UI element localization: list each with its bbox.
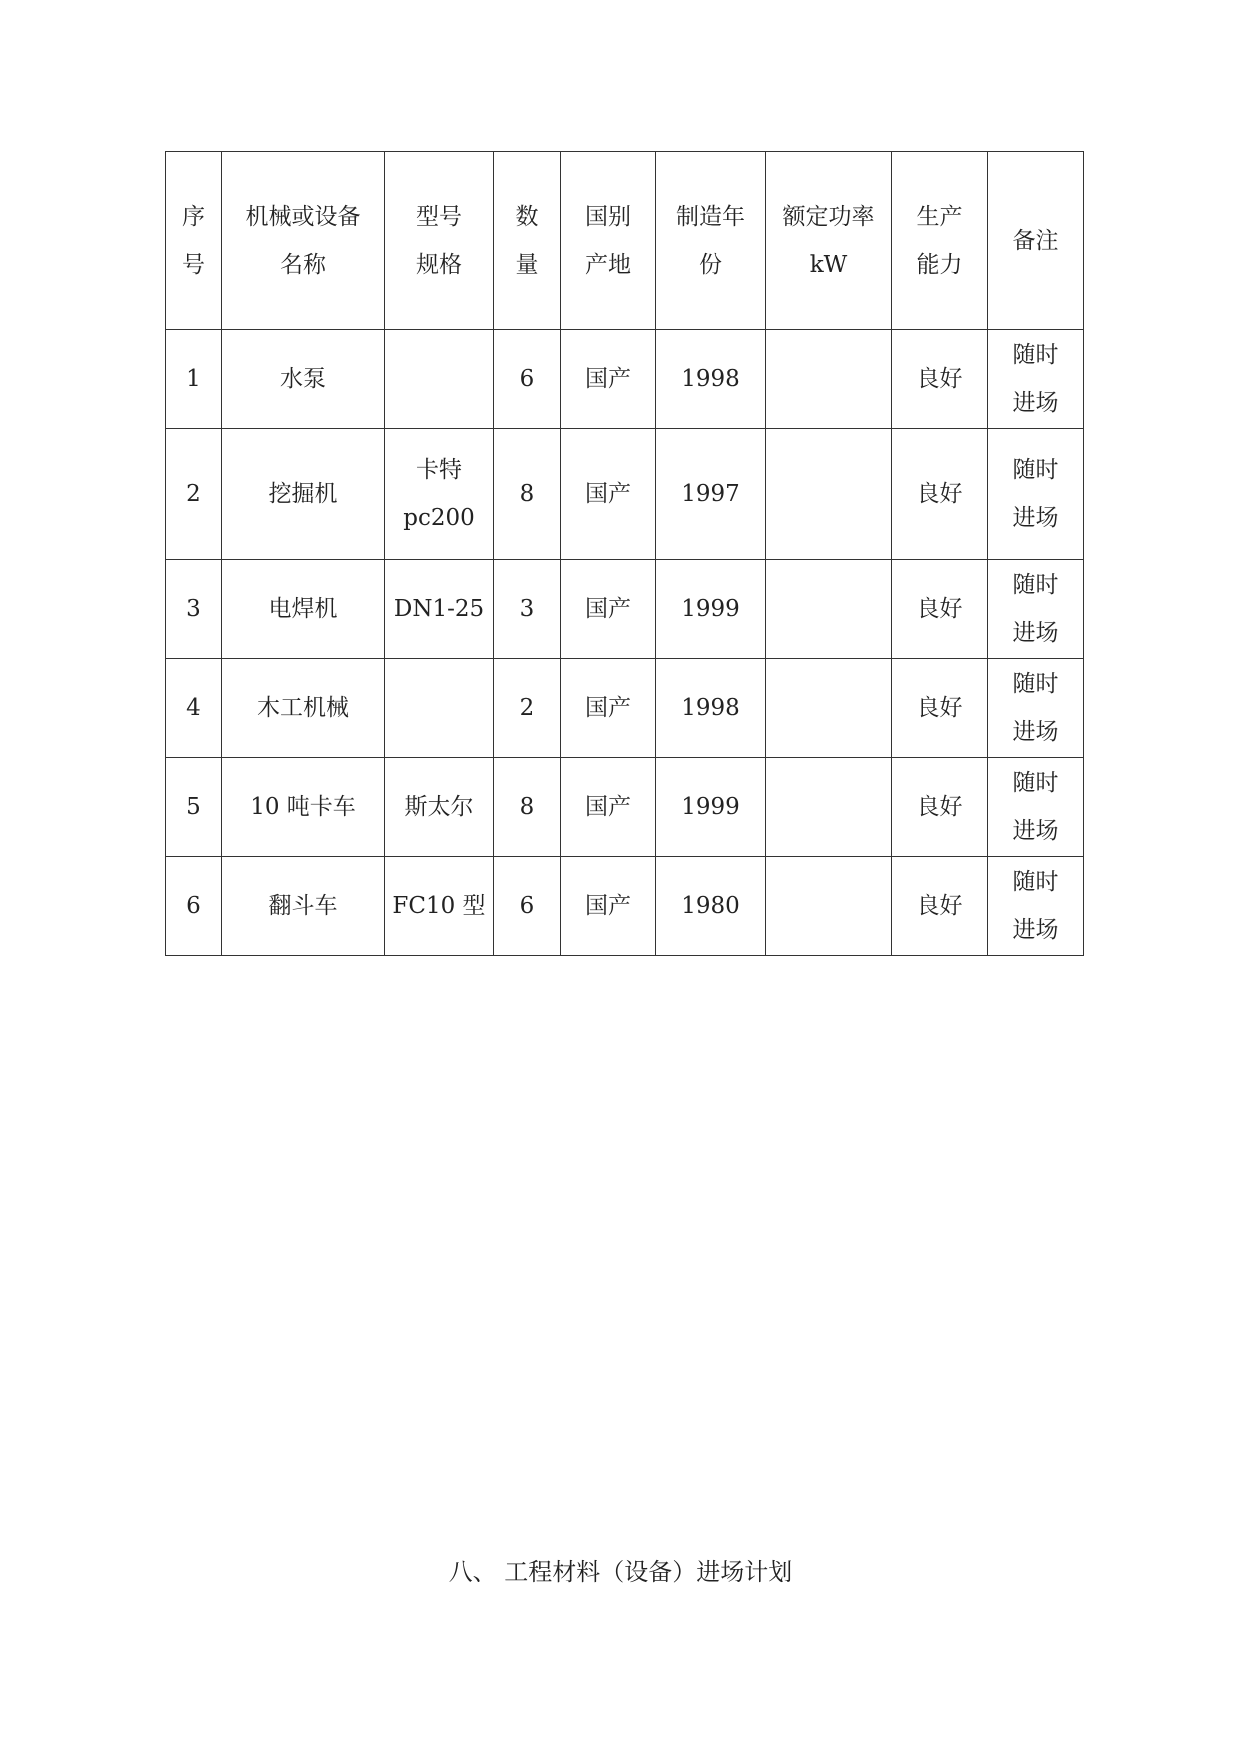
table-cell: 电焊机 [222, 560, 385, 659]
table-cell: 1998 [656, 330, 766, 429]
table-cell: 5 [166, 758, 222, 857]
table-cell: 国产 [561, 429, 656, 560]
table-cell [766, 857, 892, 956]
table-cell: 3 [166, 560, 222, 659]
table-cell: 水泵 [222, 330, 385, 429]
table-cell: 木工机械 [222, 659, 385, 758]
table-cell: 随时 进场 [988, 429, 1084, 560]
table-cell: DN1-25 [385, 560, 494, 659]
table-cell: 随时 进场 [988, 758, 1084, 857]
table-cell: 斯太尔 [385, 758, 494, 857]
table-cell [766, 758, 892, 857]
header-cell: 机械或设备 名称 [222, 152, 385, 330]
header-cell: 生产 能力 [892, 152, 988, 330]
header-cell: 额定功率 kW [766, 152, 892, 330]
table-cell: 6 [166, 857, 222, 956]
table-cell: 1999 [656, 560, 766, 659]
table-cell: 国产 [561, 659, 656, 758]
table-cell: 8 [494, 758, 561, 857]
header-cell: 国别 产地 [561, 152, 656, 330]
table-cell: 3 [494, 560, 561, 659]
table-cell: 翻斗车 [222, 857, 385, 956]
table-cell: 1 [166, 330, 222, 429]
table-cell: 2 [494, 659, 561, 758]
table-cell [766, 659, 892, 758]
table-cell: 挖掘机 [222, 429, 385, 560]
table-cell [385, 659, 494, 758]
table-cell: 4 [166, 659, 222, 758]
table-cell: 随时 进场 [988, 857, 1084, 956]
table-row [166, 429, 1084, 560]
table-cell: 1980 [656, 857, 766, 956]
table-cell: 10 吨卡车 [222, 758, 385, 857]
table-cell: 国产 [561, 857, 656, 956]
table-cell: 随时 进场 [988, 330, 1084, 429]
table-cell: 1998 [656, 659, 766, 758]
table-cell [385, 330, 494, 429]
table-cell [766, 429, 892, 560]
table-cell: 良好 [892, 659, 988, 758]
table-cell: 随时 进场 [988, 560, 1084, 659]
table-cell: 国产 [561, 758, 656, 857]
header-cell: 型号 规格 [385, 152, 494, 330]
section-heading: 八、 工程材料（设备）进场计划 [448, 1558, 793, 1586]
table-row [166, 659, 1084, 758]
table-cell: 随时 进场 [988, 659, 1084, 758]
table-cell: 6 [494, 330, 561, 429]
table-cell: 国产 [561, 560, 656, 659]
table-cell: 国产 [561, 330, 656, 429]
table-row [166, 758, 1084, 857]
table-cell: 6 [494, 857, 561, 956]
table-cell: 良好 [892, 857, 988, 956]
table-row [166, 330, 1084, 429]
header-cell: 数 量 [494, 152, 561, 330]
equipment-table [165, 151, 1084, 956]
table-cell: 卡特 pc200 [385, 429, 494, 560]
table-cell: 1997 [656, 429, 766, 560]
table-cell: 良好 [892, 560, 988, 659]
header-cell: 备注 [988, 152, 1084, 330]
table-row [166, 560, 1084, 659]
table-cell: 2 [166, 429, 222, 560]
table-cell: 1999 [656, 758, 766, 857]
header-cell: 序 号 [166, 152, 222, 330]
table-cell: 良好 [892, 429, 988, 560]
header-cell: 制造年 份 [656, 152, 766, 330]
table-cell [766, 560, 892, 659]
table-cell: 良好 [892, 330, 988, 429]
table-cell [766, 330, 892, 429]
table-cell: 8 [494, 429, 561, 560]
table-cell: 良好 [892, 758, 988, 857]
table-row [166, 857, 1084, 956]
table-header-row [166, 152, 1084, 330]
table-cell: FC10 型 [385, 857, 494, 956]
